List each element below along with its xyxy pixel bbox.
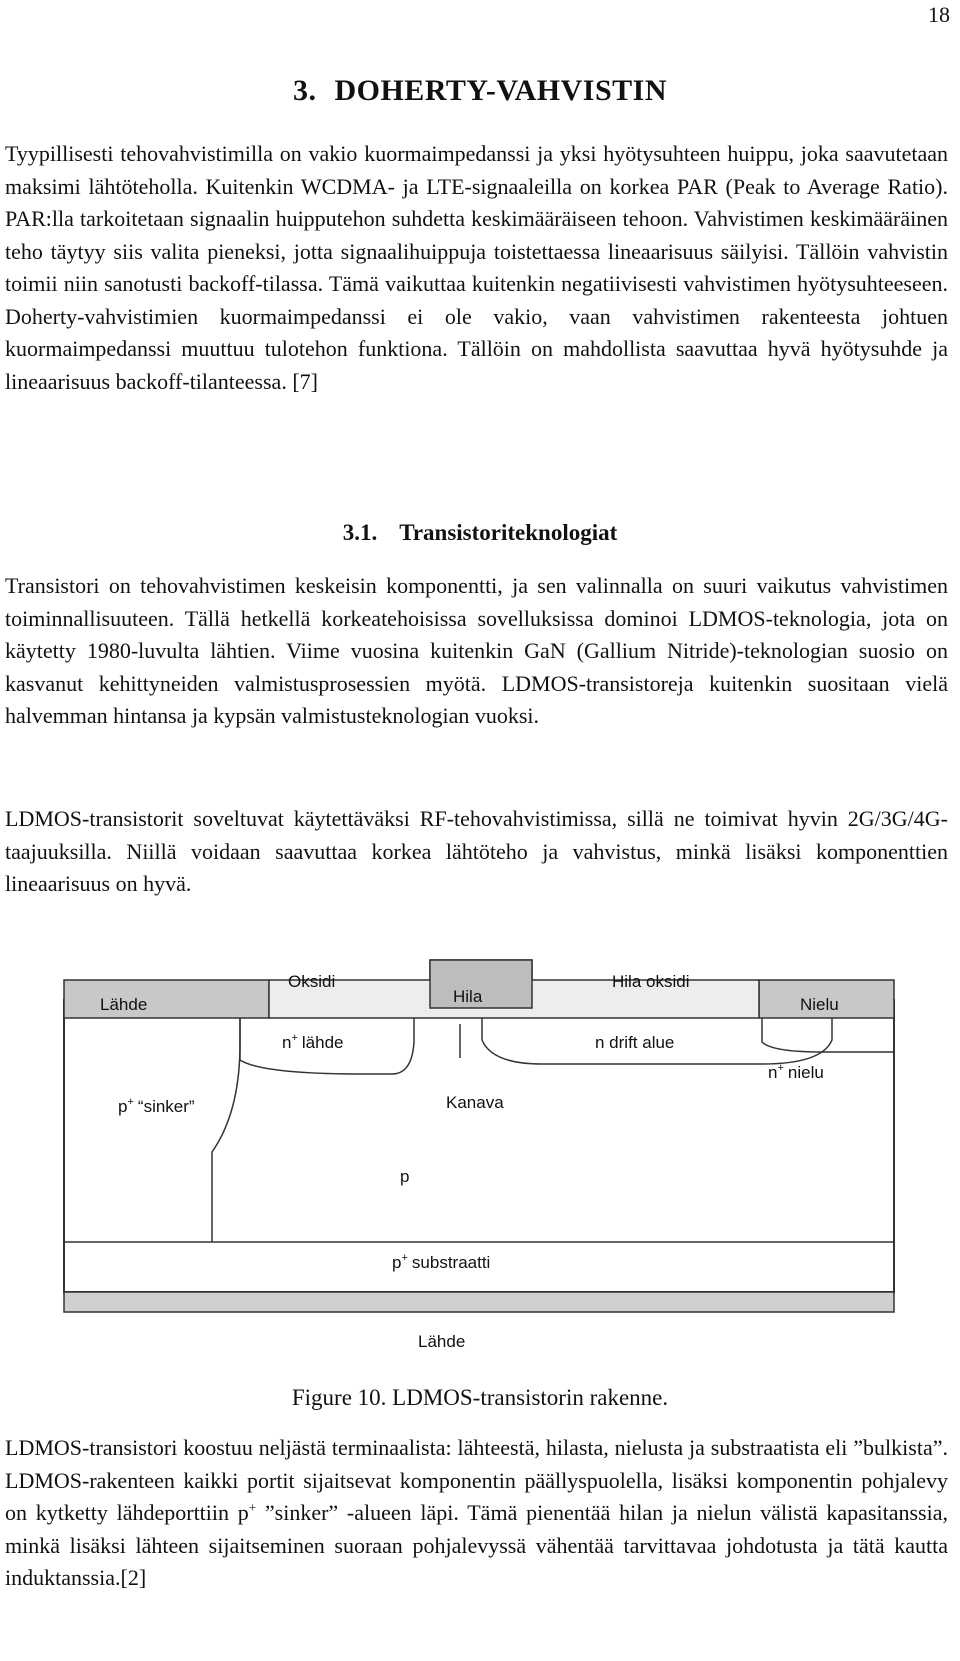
- section-number: 3.1.: [342, 520, 378, 545]
- kanava-label: Kanava: [446, 1093, 504, 1112]
- paragraph-terminals-end: ”sinker” -alueen läpi. Tämä pienentää hilan ja nielun välistä kapasitanssia, minkä lisäksi lähteen sijaitseminen suoraan pohjalevyssä vähentää tarvittavaa johdotusta ja tätä kautta induktanssia.[2]: [5, 1500, 948, 1590]
- paragraph-intro: Tyypillisesti tehovahvistimilla on vakio kuormaimpedanssi ja yksi hyötysuhteen huippu, joka saavutetaan maksimi lähtöteholla. Kuitenkin WCDMA- ja LTE-signaaleilla on korkea PAR (Peak to Average Ratio). PAR:lla tarkoitetaan signaalin huipputehon suhdetta keskimääräiseen tehoon. Vahvistimen keskimääräinen teho täytyy siis valita pieneksi, jotta signaalihuippuja toistettaessa lineaarisuus säilyisi. Tällöin vahvistin toimii niin sanotusti backoff-tilassa. Tämä vaikuttaa kuitenkin negatiivisesti vahvistimen hyötysuhteeseen. Doherty-vahvistimien kuormaimpedanssi ei ole vakio, vaan vahvistimen rakenteesta johtuen kuormaimpedanssi muuttuu tulotehon funktiona. Tällöin on mahdollista saavuttaa hyvä hyötysuhde ja lineaarisuus backoff-tilanteessa. [7]: [5, 141, 948, 394]
- section-title: Transistoriteknologiat: [399, 520, 618, 545]
- source-metal: [64, 980, 269, 1018]
- n-prefix-2: n: [768, 1063, 778, 1082]
- n-nielu-text: nielu: [787, 1063, 824, 1082]
- p-prefix-2: p: [392, 1253, 402, 1272]
- p-sinker-text: “sinker”: [137, 1097, 195, 1116]
- p-prefix: p: [118, 1097, 128, 1116]
- ldmos-structure-figure: [62, 952, 900, 1392]
- plus-sup-3: +: [127, 1096, 134, 1108]
- plus-sup: +: [291, 1032, 298, 1044]
- n-lahde-text: lähde: [301, 1033, 344, 1052]
- p-region-label: p: [400, 1167, 410, 1186]
- device-body: [64, 1000, 894, 1292]
- n-prefix: n: [282, 1033, 292, 1052]
- paragraph-terminals-text: LDMOS-transistori koostuu neljästä terminaalista: lähteestä, hilasta, nielusta ja substraatista eli ”bulkista”. LDMOS-rakenteen kaikki portit sijaitsevat komponentin päällyspuolella, lisäksi komponentin pohjalevy on kytketty lähdeporttiin p: [5, 1435, 948, 1525]
- section-heading: [0, 520, 960, 546]
- ldmos-diagram: [62, 952, 900, 1392]
- plus-superscript: +: [248, 1499, 257, 1515]
- paragraph-ldmos-use: LDMOS-transistorit soveltuvat käytettäväksi RF-tehovahvistimissa, sillä ne toimivat hyvin 2G/3G/4G-taajuuksilla. Niillä voidaan saavuttaa korkea lähtöteho ja vahvistus, minkä lisäksi komponenttien lineaarisuus on hyvä.: [5, 806, 948, 896]
- figure-caption: Figure 10. LDMOS-transistorin rakenne.: [291, 1385, 669, 1410]
- paragraph-transistors: Transistori on tehovahvistimen keskeisin komponentti, ja sen valinnalla on suuri vaikutus vahvistimen toiminnallisuuteen. Tällä hetkellä korkeatehoisissa sovelluksissa dominoi LDMOS-teknologia, jota on käytetty 1980-luvulta lähtien. Viime vuosina kuitenkin GaN (Gallium Nitride)-teknologian suosio on kasvanut kehittyneiden valmistusprosessien myötä. LDMOS-transistoreja kuitenkin suositaan vielä halvemman hintansa ja kypsän valmistusteknologian vuoksi.: [5, 573, 948, 728]
- n-nielu-label: [768, 1062, 824, 1082]
- n-lahde-label: [282, 1032, 344, 1052]
- nielu-label: Nielu: [800, 995, 839, 1014]
- chapter-title: DOHERTY-VAHVISTIN: [334, 74, 668, 107]
- oksidi-label: Oksidi: [288, 972, 336, 991]
- lahde-bottom-label: Lähde: [418, 1332, 466, 1351]
- chapter-heading: [0, 74, 960, 108]
- plus-sup-4: +: [401, 1252, 408, 1264]
- lahde-top-label: Lähde: [100, 995, 148, 1014]
- p-substraatti-text: substraatti: [411, 1253, 491, 1272]
- p-sinker-label: [118, 1096, 195, 1116]
- bottom-source-metal: [64, 1292, 894, 1312]
- chapter-number: 3.: [292, 74, 317, 107]
- paragraph-terminals: [5, 1432, 948, 1595]
- hila-oksidi-label: Hila oksidi: [612, 972, 690, 991]
- page-number: 18: [928, 2, 950, 27]
- p-sinker-boundary: [212, 1018, 240, 1242]
- p-substraatti-label: [392, 1252, 490, 1272]
- hila-label: Hila: [453, 987, 483, 1006]
- n-drift-label: n drift alue: [595, 1033, 675, 1052]
- plus-sup-2: +: [777, 1062, 784, 1074]
